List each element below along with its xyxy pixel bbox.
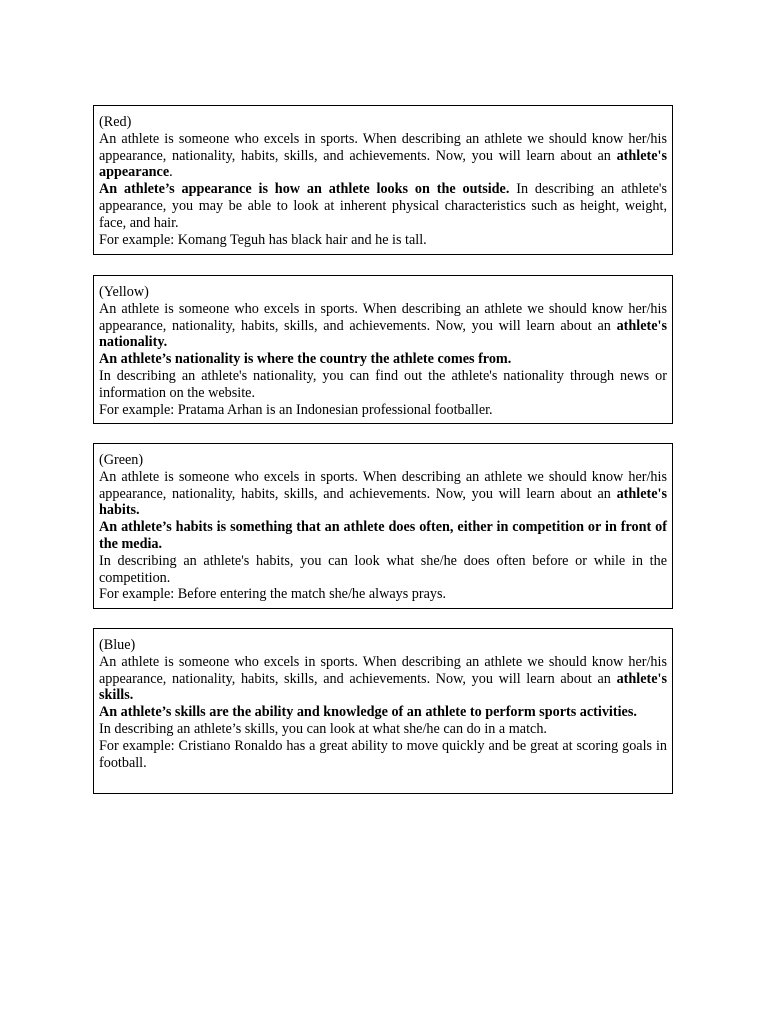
card-color-label: (Blue) bbox=[99, 637, 136, 653]
card-definition bbox=[99, 181, 667, 231]
card-definition bbox=[99, 351, 667, 368]
intro-topic: athlete's habits. bbox=[99, 485, 667, 519]
card-definition bbox=[99, 704, 667, 721]
intro-topic: athlete's skills. bbox=[99, 670, 667, 704]
card-example: For example: Pratama Arhan is an Indonesian professional footballer. bbox=[99, 401, 493, 418]
card-description: In describing an athlete's nationality, you can find out the athlete's nationality through news or information on the website. bbox=[99, 367, 667, 401]
intro-end: . bbox=[169, 164, 173, 181]
intro-text: An athlete is someone who excels in sports. When describing an athlete we should know her/his appearance, nationality, habits, skills, and achievements. Now, you will learn about an bbox=[99, 653, 667, 687]
card-definition bbox=[99, 519, 667, 553]
card-color-label: (Red) bbox=[99, 114, 132, 130]
card-color-label: (Yellow) bbox=[99, 284, 149, 300]
card-example: For example: Komang Teguh has black hair and he is tall. bbox=[99, 231, 427, 248]
card-color-label: (Green) bbox=[99, 452, 144, 468]
card-intro bbox=[99, 654, 667, 704]
intro-topic: athlete's appearance bbox=[99, 147, 667, 181]
card-appearance bbox=[93, 105, 673, 255]
definition-rest: In describing an athlete's appearance, you may be able to look at inherent physical characteristics such as height, weight, face, and hair. bbox=[99, 181, 667, 231]
intro-text: An athlete is someone who excels in sports. When describing an athlete we should know her/his appearance, nationality, habits, skills, and achievements. Now, you will learn about an bbox=[99, 468, 667, 502]
card-intro bbox=[99, 131, 667, 181]
card-intro bbox=[99, 301, 667, 351]
card-example: For example: Before entering the match she/he always prays. bbox=[99, 586, 447, 603]
card-description: In describing an athlete’s skills, you can look at what she/he can do in a match. bbox=[99, 720, 547, 737]
card-nationality bbox=[93, 275, 673, 424]
card-skills bbox=[93, 628, 673, 794]
definition-bold: An athlete’s habits is something that an athlete does often, either in competition or in front of the media. bbox=[99, 519, 667, 552]
card-description: In describing an athlete's habits, you can look what she/he does often before or while in the competition. bbox=[99, 552, 667, 586]
card-habits bbox=[93, 443, 673, 609]
intro-text: An athlete is someone who excels in sports. When describing an athlete we should know her/his appearance, nationality, habits, skills, and achievements. Now, you will learn about an bbox=[99, 300, 667, 334]
intro-text: An athlete is someone who excels in sports. When describing an athlete we should know her/his appearance, nationality, habits, skills, and achievements. Now, you will learn about an bbox=[99, 130, 667, 164]
card-intro bbox=[99, 469, 667, 519]
definition-bold: An athlete’s nationality is where the country the athlete comes from. bbox=[99, 351, 512, 368]
card-example: For example: Cristiano Ronaldo has a great ability to move quickly and be great at scoring goals in football. bbox=[99, 737, 667, 771]
intro-topic: athlete's nationality. bbox=[99, 317, 667, 351]
definition-bold: An athlete’s skills are the ability and knowledge of an athlete to perform sports activities. bbox=[99, 704, 637, 721]
definition-bold: An athlete’s appearance is how an athlete looks on the outside. bbox=[99, 181, 510, 198]
